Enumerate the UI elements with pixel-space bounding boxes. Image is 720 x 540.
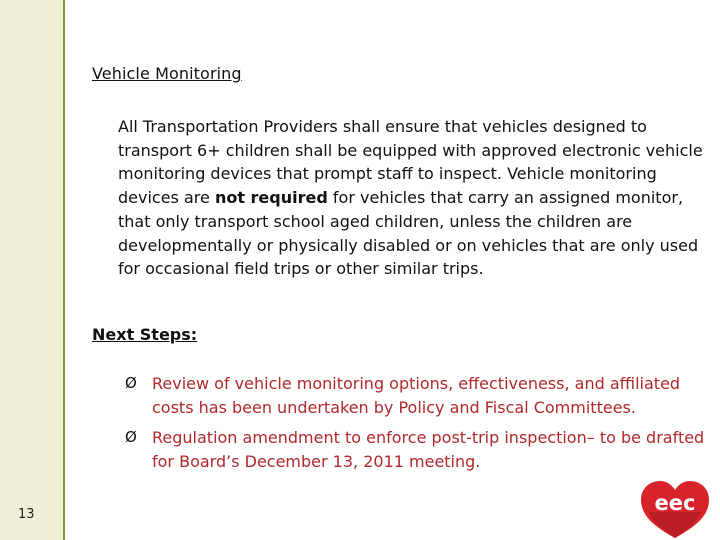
left-divider-rule (63, 0, 65, 540)
body-text-part1: All Transportation Providers shall ensure that vehicles designed to transport 6+ children shall be equipped with approved electronic vehicle monitoring devices that prompt staff to inspect. Vehicle monitoring devices are (118, 117, 703, 208)
logo-wordmark: eec (654, 491, 696, 515)
list-item-text: Review of vehicle monitoring options, effectiveness, and affiliated costs has been undertaken by Policy and Fiscal Committees. (152, 374, 681, 417)
next-steps-list (125, 372, 705, 473)
arrow-bullet-icon: Ø (125, 374, 137, 392)
left-side-band (0, 0, 63, 540)
list-item (125, 372, 705, 419)
body-text-part2: for vehicles that carry an assigned monitor, that only transport school aged children, unless the children are developmentally or physically disabled or on vehicles that are only used for occasional field trips or other similar trips. (118, 188, 699, 279)
list-item (125, 426, 705, 473)
body-paragraph (118, 115, 703, 281)
arrow-bullet-icon: Ø (125, 428, 137, 446)
slide-number: 13 (18, 507, 35, 522)
next-steps-heading: Next Steps: (92, 325, 198, 344)
eec-logo (637, 472, 713, 540)
body-text-emphasis: not required (214, 188, 328, 208)
section-heading: Vehicle Monitoring (92, 64, 242, 83)
list-item-text: Regulation amendment to enforce post-trip inspection– to be drafted for Board’s December 13, 2011 meeting. (152, 428, 705, 471)
